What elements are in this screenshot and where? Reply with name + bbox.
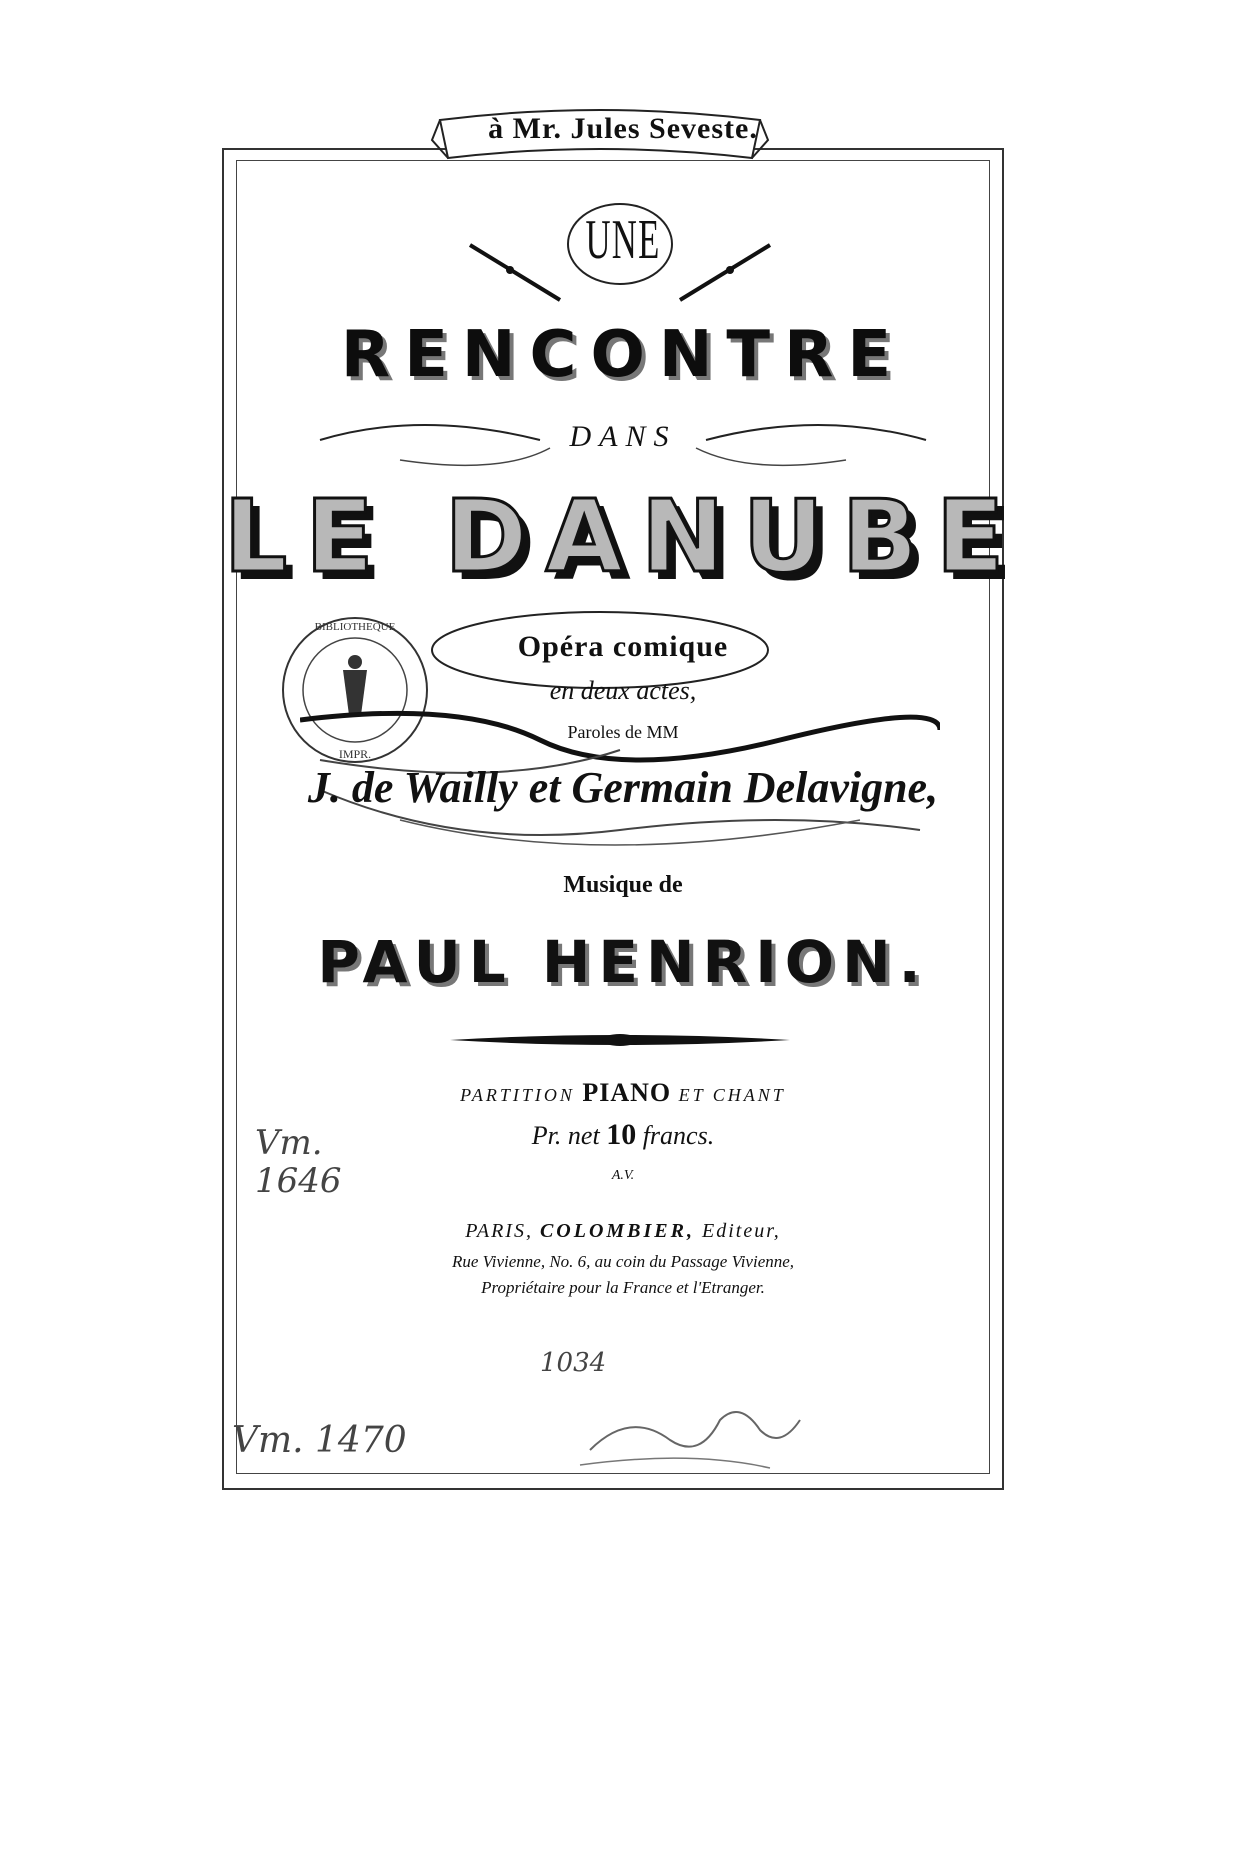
librettists: J. de Wailly et Germain Delavigne, <box>307 763 939 812</box>
title-dans: DANS <box>569 420 677 453</box>
acts: en deux actes, <box>549 676 697 705</box>
composer: PAUL HENRION. <box>317 928 929 996</box>
rule-ornament <box>450 1020 790 1060</box>
edition-prefix: PARTITION <box>460 1085 575 1105</box>
genre: Opéra comique <box>517 630 729 663</box>
publisher-name: COLOMBIER, <box>539 1220 695 1242</box>
margin-shelfmark-line2: 1646 <box>255 1161 342 1201</box>
signature <box>570 1390 810 1480</box>
publisher-city: PARIS, <box>465 1220 533 1242</box>
margin-shelfmark-line1: Vm. <box>255 1123 323 1163</box>
price <box>0 1118 1246 1152</box>
bottom-left-shelfmark: Vm. 1470 <box>232 1420 407 1461</box>
publisher-role: Editeur, <box>701 1220 781 1242</box>
title-une: UNE <box>585 209 661 271</box>
dedication: à Mr. Jules Seveste. <box>488 112 758 145</box>
librettists-label: Paroles de MM <box>567 722 679 742</box>
price-prefix: Pr. net <box>531 1121 600 1150</box>
initials: A.V. <box>611 1168 635 1183</box>
svg-text:IMPR.: IMPR. <box>338 747 372 761</box>
title-le-danube: LE DANUBE <box>223 478 1023 595</box>
music-label: Musique de <box>563 872 683 898</box>
address: Rue Vivienne, No. 6, au coin du Passage Vivienne, <box>451 1252 795 1271</box>
bottom-center-number: 1034 <box>540 1348 607 1378</box>
price-amount: 10 <box>606 1118 637 1151</box>
edition-suffix: ET CHANT <box>678 1085 786 1105</box>
title-rencontre: RENCONTRE <box>340 318 906 392</box>
price-unit: francs. <box>642 1121 715 1150</box>
margin-shelfmark <box>255 1124 342 1200</box>
svg-text:BIBLIOTHEQUE: BIBLIOTHEQUE <box>314 621 396 633</box>
publisher <box>0 1220 1246 1243</box>
edition <box>0 1078 1246 1108</box>
rights: Propriétaire pour la France et l'Etranger. <box>481 1278 765 1297</box>
edition-main: PIANO <box>582 1078 672 1107</box>
